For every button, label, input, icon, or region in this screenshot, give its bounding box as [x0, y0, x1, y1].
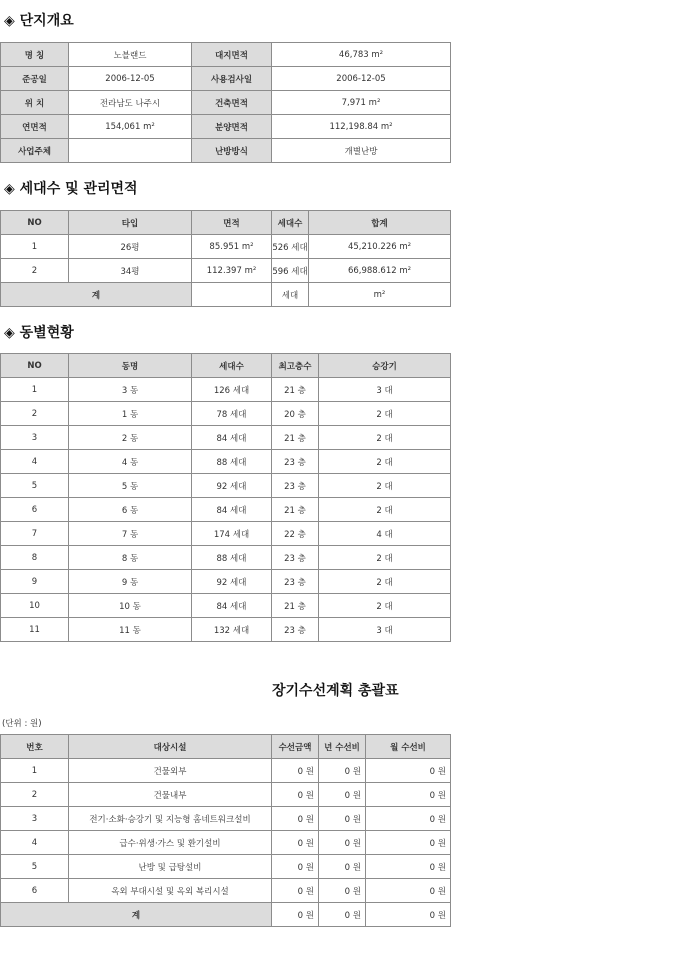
repair-table: [0, 734, 451, 927]
table-cell: 0 원: [319, 759, 366, 783]
repair-body: [1, 759, 451, 903]
total-label: 계: [1, 283, 192, 307]
table-cell: 21 층: [272, 426, 319, 450]
repair-plan-title: 장기수선계획 총괄표: [272, 683, 399, 699]
table-cell: 0 원: [319, 807, 366, 831]
overview-value: [69, 139, 192, 163]
section-title-households: ◈ 세대수 및 관리면적: [4, 181, 138, 197]
table-row: [1, 570, 451, 594]
table-cell: 45,210.226 m²: [309, 235, 451, 259]
table-header-row: [1, 735, 451, 759]
table-cell: 132 세대: [192, 618, 272, 642]
overview-label: 난방방식: [192, 139, 272, 163]
table-cell: 34평: [69, 259, 192, 283]
table-cell: 8 동: [69, 546, 192, 570]
table-cell: 0 원: [366, 903, 451, 927]
table-cell: 23 층: [272, 450, 319, 474]
table-cell: 0 원: [272, 903, 319, 927]
table-cell: 1 동: [69, 402, 192, 426]
table-cell: 596 세대: [272, 259, 309, 283]
table-cell: 11 동: [69, 618, 192, 642]
table-row: [1, 426, 451, 450]
table-row: [1, 831, 451, 855]
table-row: [1, 879, 451, 903]
table-cell: 85.951 m²: [192, 235, 272, 259]
table-row: [1, 783, 451, 807]
table-cell: 9 동: [69, 570, 192, 594]
overview-label: 명 칭: [1, 43, 69, 67]
table-cell: 세대: [272, 283, 309, 307]
table-cell: 2: [1, 402, 69, 426]
column-header: 합계: [309, 211, 451, 235]
table-cell: 6: [1, 879, 69, 903]
table-row: [1, 594, 451, 618]
column-header: 최고층수: [272, 354, 319, 378]
table-row: [1, 474, 451, 498]
table-cell: 2 대: [319, 570, 451, 594]
table-total-row: [1, 283, 451, 307]
table-cell: 66,988.612 m²: [309, 259, 451, 283]
table-cell: m²: [309, 283, 451, 307]
column-header: 면적: [192, 211, 272, 235]
overview-value: [272, 43, 451, 67]
table-cell: 건물내부: [69, 783, 272, 807]
table-row: [1, 115, 451, 139]
overview-label: 분양면적: [192, 115, 272, 139]
table-cell: 0 원: [272, 831, 319, 855]
column-header: 수선금액: [272, 735, 319, 759]
table-cell: 84 세대: [192, 426, 272, 450]
table-row: [1, 91, 451, 115]
overview-label: 준공일: [1, 67, 69, 91]
table-cell: 0 원: [366, 759, 451, 783]
overview-value: 전라남도 나주시: [69, 91, 192, 115]
table-total-row: [1, 903, 451, 927]
table-cell: 23 층: [272, 546, 319, 570]
table-cell: 2 대: [319, 546, 451, 570]
table-cell: 2: [1, 783, 69, 807]
table-cell: 7: [1, 522, 69, 546]
table-cell: 10 동: [69, 594, 192, 618]
overview-value: 노블랜드: [69, 43, 192, 67]
overview-label: 건축면적: [192, 91, 272, 115]
total-label: 계: [1, 903, 272, 927]
overview-value: 2006-12-05: [272, 67, 451, 91]
table-cell: 0 원: [272, 759, 319, 783]
table-header-row: [1, 211, 451, 235]
table-cell: 0 원: [272, 855, 319, 879]
buildings-body: [1, 378, 451, 642]
column-header: 세대수: [272, 211, 309, 235]
table-cell: 난방 및 급탕설비: [69, 855, 272, 879]
overview-label: 위 치: [1, 91, 69, 115]
table-row: [1, 67, 451, 91]
table-cell: 2 동: [69, 426, 192, 450]
table-cell: 5 동: [69, 474, 192, 498]
table-cell: 4: [1, 831, 69, 855]
table-cell: 88 세대: [192, 546, 272, 570]
table-cell: 4: [1, 450, 69, 474]
table-cell: 3: [1, 807, 69, 831]
table-cell: 11: [1, 618, 69, 642]
column-header: 월 수선비: [366, 735, 451, 759]
table-cell: 1: [1, 235, 69, 259]
table-row: [1, 259, 451, 283]
table-cell: 3 대: [319, 378, 451, 402]
table-cell: 0 원: [366, 855, 451, 879]
section-title-buildings: ◈ 동별현황: [4, 325, 74, 341]
overview-table: [0, 42, 451, 163]
table-cell: 23 층: [272, 570, 319, 594]
column-header: 년 수선비: [319, 735, 366, 759]
table-row: [1, 43, 451, 67]
table-cell: 2 대: [319, 474, 451, 498]
table-cell: 0 원: [272, 807, 319, 831]
table-cell: 174 세대: [192, 522, 272, 546]
table-cell: 21 층: [272, 498, 319, 522]
table-cell: 급수·위생·가스 및 환기설비: [69, 831, 272, 855]
table-cell: 1: [1, 378, 69, 402]
table-cell: 78 세대: [192, 402, 272, 426]
table-cell: 9: [1, 570, 69, 594]
overview-label: 사업주체: [1, 139, 69, 163]
households-table: [0, 210, 451, 307]
table-row: [1, 378, 451, 402]
overview-value-text: 46,783 m²: [338, 49, 384, 60]
table-row: [1, 450, 451, 474]
table-cell: 0 원: [366, 879, 451, 903]
table-cell: 2 대: [319, 594, 451, 618]
table-cell: 4 대: [319, 522, 451, 546]
table-cell: 2 대: [319, 450, 451, 474]
table-cell: 0 원: [319, 903, 366, 927]
table-cell: 26평: [69, 235, 192, 259]
overview-value: 2006-12-05: [69, 67, 192, 91]
overview-label: 대지면적: [192, 43, 272, 67]
table-row: [1, 618, 451, 642]
table-cell: 0 원: [319, 879, 366, 903]
column-header: 번호: [1, 735, 69, 759]
table-cell: 20 층: [272, 402, 319, 426]
buildings-table: [0, 353, 451, 642]
table-cell: 0 원: [319, 783, 366, 807]
table-row: [1, 807, 451, 831]
table-cell: 2: [1, 259, 69, 283]
table-row: [1, 855, 451, 879]
table-cell: 2 대: [319, 402, 451, 426]
table-cell: 112.397 m²: [192, 259, 272, 283]
table-cell: 1: [1, 759, 69, 783]
column-header: 세대수: [192, 354, 272, 378]
table-cell: 23 층: [272, 474, 319, 498]
table-row: [1, 498, 451, 522]
table-cell: [192, 283, 272, 307]
column-header: NO: [1, 211, 69, 235]
table-cell: 건물외부: [69, 759, 272, 783]
table-cell: 88 세대: [192, 450, 272, 474]
table-cell: 0 원: [319, 831, 366, 855]
column-header: 동명: [69, 354, 192, 378]
table-cell: 526 세대: [272, 235, 309, 259]
overview-label: 사용검사일: [192, 67, 272, 91]
table-cell: 84 세대: [192, 594, 272, 618]
table-row: [1, 759, 451, 783]
table-cell: 126 세대: [192, 378, 272, 402]
table-cell: 0 원: [272, 783, 319, 807]
table-cell: 6 동: [69, 498, 192, 522]
table-cell: 0 원: [366, 783, 451, 807]
table-row: [1, 139, 451, 163]
column-header: 승강기: [319, 354, 451, 378]
overview-value: 112,198.84 m²: [272, 115, 451, 139]
table-cell: 0 원: [319, 855, 366, 879]
unit-note: (단위 : 원): [2, 719, 42, 729]
table-cell: 2 대: [319, 498, 451, 522]
table-row: [1, 235, 451, 259]
table-cell: 8: [1, 546, 69, 570]
table-cell: 3 대: [319, 618, 451, 642]
overview-value: 7,971 m²: [272, 91, 451, 115]
table-cell: 전기·소화·승강기 및 지능형 홈네트워크설비: [69, 807, 272, 831]
table-row: [1, 402, 451, 426]
table-cell: 10: [1, 594, 69, 618]
table-row: [1, 522, 451, 546]
table-cell: 0 원: [366, 831, 451, 855]
table-cell: 0 원: [366, 807, 451, 831]
section-title-overview: ◈ 단지개요: [4, 13, 74, 29]
table-cell: 5: [1, 855, 69, 879]
table-cell: 23 층: [272, 618, 319, 642]
overview-value: 개별난방: [272, 139, 451, 163]
table-cell: 7 동: [69, 522, 192, 546]
table-cell: 92 세대: [192, 570, 272, 594]
table-cell: 0 원: [272, 879, 319, 903]
table-cell: 5: [1, 474, 69, 498]
overview-body: [1, 43, 451, 163]
table-header-row: [1, 354, 451, 378]
table-cell: 3: [1, 426, 69, 450]
table-cell: 22 층: [272, 522, 319, 546]
overview-value: 154,061 m²: [69, 115, 192, 139]
column-header: 대상시설: [69, 735, 272, 759]
table-cell: 21 층: [272, 378, 319, 402]
table-row: [1, 546, 451, 570]
column-header: 타입: [69, 211, 192, 235]
table-cell: 2 대: [319, 426, 451, 450]
table-cell: 21 층: [272, 594, 319, 618]
table-cell: 3 동: [69, 378, 192, 402]
table-cell: 92 세대: [192, 474, 272, 498]
table-cell: 6: [1, 498, 69, 522]
overview-label: 연면적: [1, 115, 69, 139]
table-cell: 4 동: [69, 450, 192, 474]
table-cell: 84 세대: [192, 498, 272, 522]
column-header: NO: [1, 354, 69, 378]
table-cell: 옥외 부대시설 및 옥외 복리시설: [69, 879, 272, 903]
